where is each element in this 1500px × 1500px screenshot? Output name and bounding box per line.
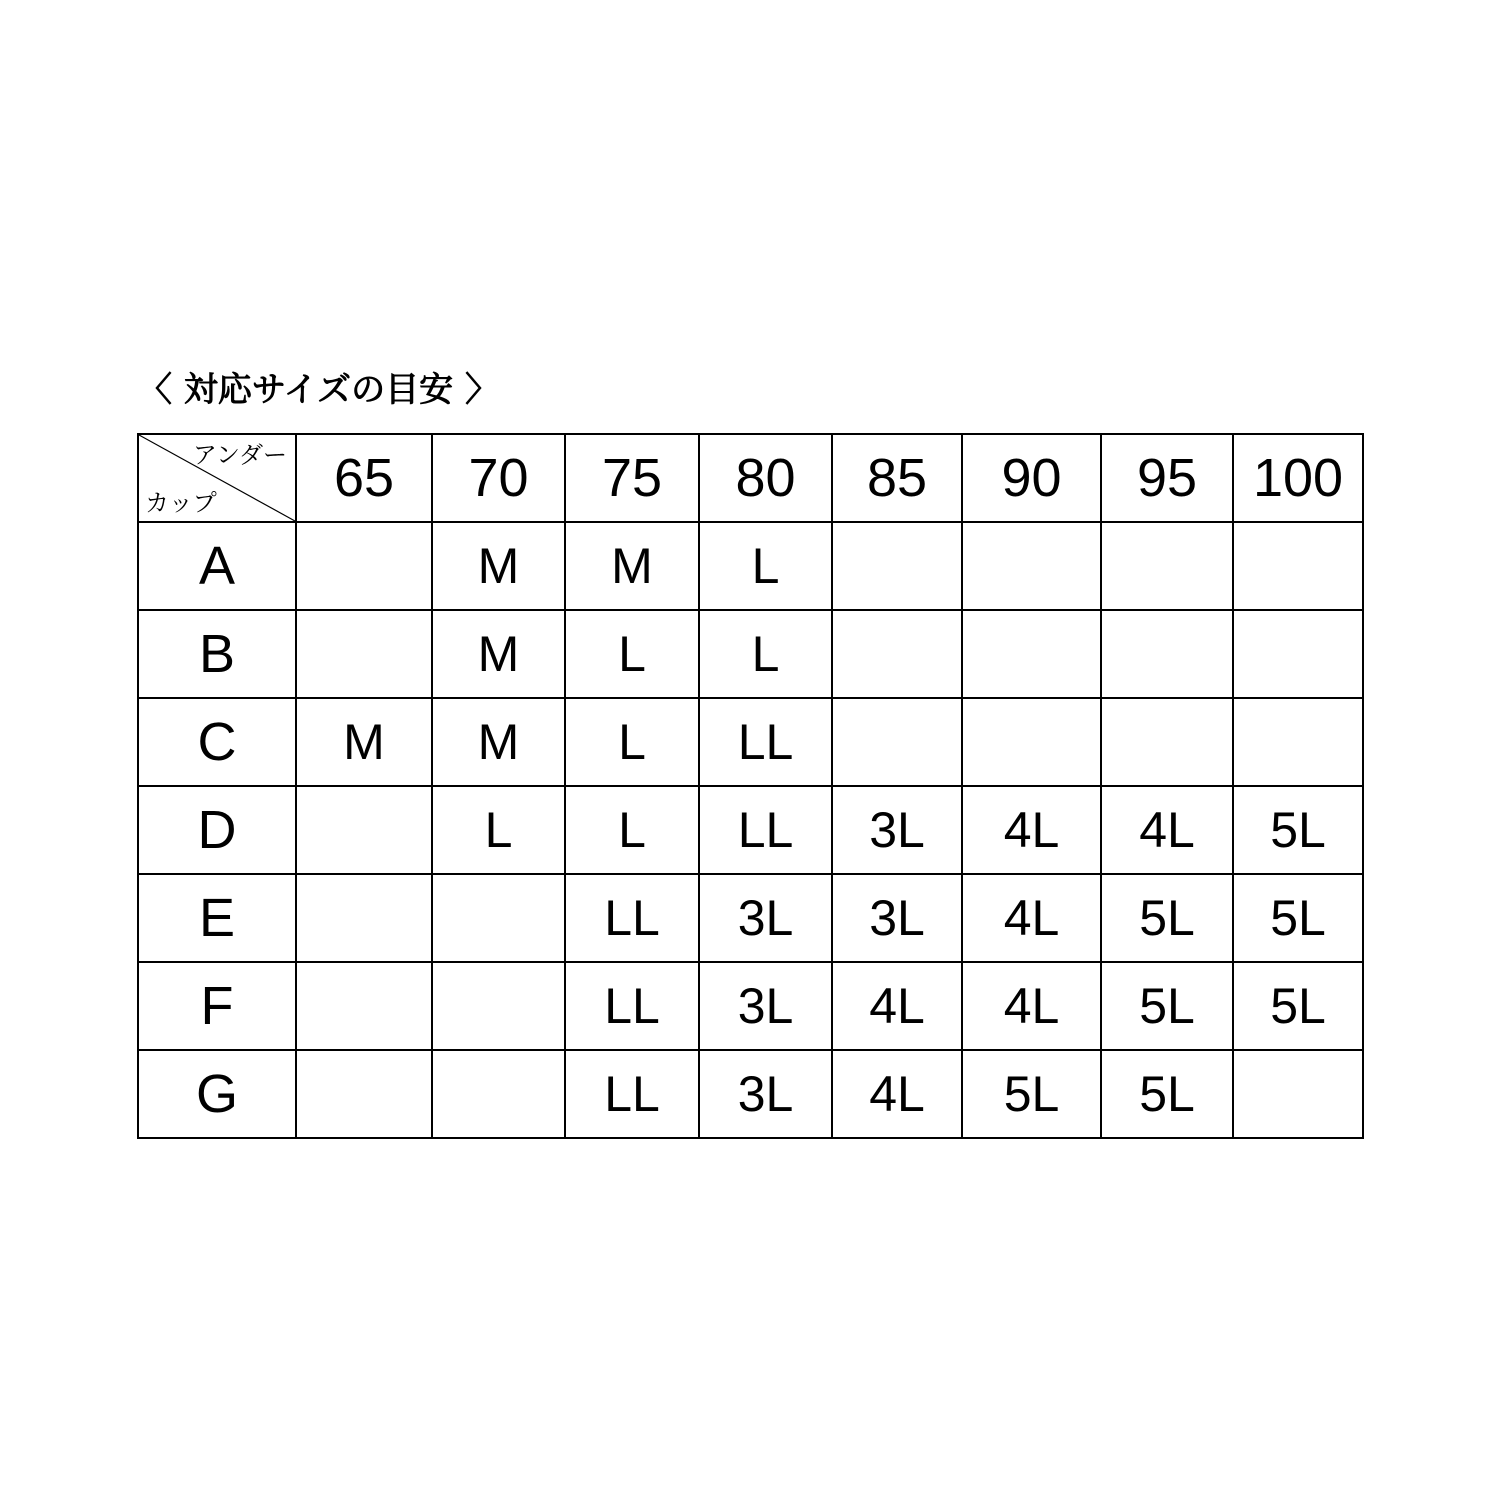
page-title: 〈 対応サイズの目安 〉 — [138, 370, 499, 410]
row-header-cup-b: B — [138, 610, 296, 698]
size-cell — [432, 962, 565, 1050]
row-header-cup-f: F — [138, 962, 296, 1050]
size-cell: L — [565, 610, 699, 698]
size-cell — [1101, 610, 1233, 698]
size-cell — [432, 874, 565, 962]
size-cell — [296, 610, 432, 698]
size-cell: LL — [565, 874, 699, 962]
size-cell: 4L — [832, 962, 962, 1050]
column-header-under-75: 75 — [565, 434, 699, 522]
size-cell: 5L — [1233, 962, 1363, 1050]
column-header-under-100: 100 — [1233, 434, 1363, 522]
row-header-cup-a: A — [138, 522, 296, 610]
table-row — [138, 962, 1363, 1050]
size-cell: 5L — [1101, 874, 1233, 962]
size-cell: 3L — [832, 786, 962, 874]
size-cell: L — [699, 610, 832, 698]
size-cell: M — [296, 698, 432, 786]
size-cell: 5L — [1101, 962, 1233, 1050]
size-cell: 5L — [1101, 1050, 1233, 1138]
corner-header-cell — [138, 434, 296, 522]
size-cell: M — [432, 522, 565, 610]
size-cell: 5L — [1233, 786, 1363, 874]
size-cell: L — [565, 786, 699, 874]
size-cell — [1233, 698, 1363, 786]
size-cell — [1233, 522, 1363, 610]
size-cell — [1101, 698, 1233, 786]
size-cell: 3L — [832, 874, 962, 962]
header-row — [138, 434, 1363, 522]
size-cell — [962, 610, 1101, 698]
table-row — [138, 1050, 1363, 1138]
size-cell: 4L — [1101, 786, 1233, 874]
column-header-under-70: 70 — [432, 434, 565, 522]
size-cell: 3L — [699, 874, 832, 962]
size-chart-table — [137, 433, 1364, 1139]
table-row — [138, 522, 1363, 610]
table-row — [138, 610, 1363, 698]
size-cell — [832, 522, 962, 610]
size-cell: L — [699, 522, 832, 610]
size-cell — [432, 1050, 565, 1138]
column-header-under-95: 95 — [1101, 434, 1233, 522]
size-cell — [296, 786, 432, 874]
size-cell: M — [432, 610, 565, 698]
row-header-cup-e: E — [138, 874, 296, 962]
row-header-cup-c: C — [138, 698, 296, 786]
size-cell — [1233, 1050, 1363, 1138]
column-header-under-80: 80 — [699, 434, 832, 522]
table-row — [138, 874, 1363, 962]
size-cell: LL — [565, 962, 699, 1050]
column-header-under-65: 65 — [296, 434, 432, 522]
row-header-cup-g: G — [138, 1050, 296, 1138]
size-cell — [296, 962, 432, 1050]
size-cell: LL — [699, 698, 832, 786]
size-cell — [1233, 610, 1363, 698]
size-cell — [296, 874, 432, 962]
size-cell — [832, 698, 962, 786]
size-cell: L — [565, 698, 699, 786]
size-cell: 5L — [1233, 874, 1363, 962]
under-label: アンダー — [192, 441, 287, 469]
size-cell — [1101, 522, 1233, 610]
size-cell — [962, 522, 1101, 610]
size-cell: 3L — [699, 1050, 832, 1138]
size-cell: LL — [699, 786, 832, 874]
size-cell: 4L — [832, 1050, 962, 1138]
size-cell: M — [565, 522, 699, 610]
cup-label: カップ — [145, 489, 217, 517]
size-cell — [296, 522, 432, 610]
row-header-cup-d: D — [138, 786, 296, 874]
size-cell — [296, 1050, 432, 1138]
table-row — [138, 698, 1363, 786]
size-cell: 3L — [699, 962, 832, 1050]
size-cell: LL — [565, 1050, 699, 1138]
table-row — [138, 786, 1363, 874]
size-cell: L — [432, 786, 565, 874]
size-cell: M — [432, 698, 565, 786]
size-cell: 4L — [962, 874, 1101, 962]
size-cell — [832, 610, 962, 698]
column-header-under-85: 85 — [832, 434, 962, 522]
column-header-under-90: 90 — [962, 434, 1101, 522]
size-cell — [962, 698, 1101, 786]
size-cell: 5L — [962, 1050, 1101, 1138]
size-cell: 4L — [962, 962, 1101, 1050]
size-cell: 4L — [962, 786, 1101, 874]
